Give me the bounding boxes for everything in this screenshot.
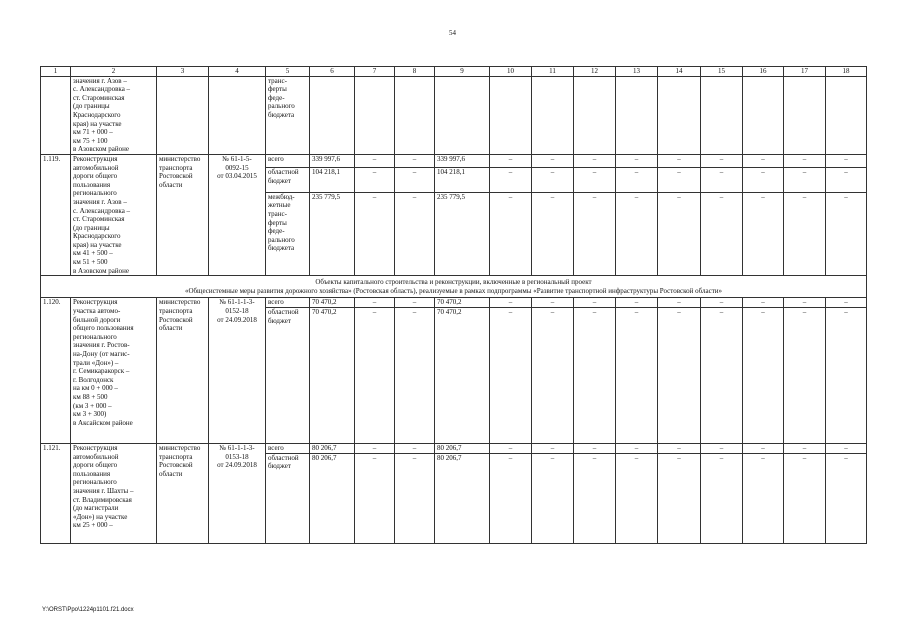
value-cell: 80 206,7 <box>435 453 490 543</box>
value-cell: – <box>826 154 867 167</box>
value-cell: – <box>490 308 532 444</box>
value-cell: – <box>355 308 395 444</box>
col-header: 14 <box>658 67 701 77</box>
value-cell: – <box>701 444 743 454</box>
value-cell: – <box>784 308 826 444</box>
funding-source-cell: всего <box>266 444 310 454</box>
value-cell: – <box>616 192 658 275</box>
row-number-cell <box>41 76 71 154</box>
value-cell: – <box>658 308 701 444</box>
file-path-footer: Y:\ORST\Ppo\1224p1101.f21.docx <box>42 607 134 613</box>
table-row <box>41 76 867 154</box>
col-header: 6 <box>310 67 355 77</box>
value-cell: – <box>616 298 658 308</box>
value-cell: – <box>574 192 616 275</box>
value-cell: – <box>743 192 784 275</box>
value-cell: – <box>490 453 532 543</box>
value-cell <box>616 76 658 154</box>
value-cell: – <box>355 453 395 543</box>
value-cell: – <box>574 444 616 454</box>
value-cell <box>784 76 826 154</box>
value-cell: 339 997,6 <box>310 154 355 167</box>
row-number-cell: 1.121. <box>41 444 71 544</box>
value-cell: – <box>490 168 532 193</box>
value-cell <box>658 76 701 154</box>
value-cell: – <box>701 298 743 308</box>
funding-source-cell: всего <box>266 298 310 308</box>
value-cell <box>574 76 616 154</box>
value-cell <box>532 76 574 154</box>
value-cell: – <box>574 168 616 193</box>
value-cell: – <box>616 154 658 167</box>
col-header: 16 <box>743 67 784 77</box>
col-header: 10 <box>490 67 532 77</box>
value-cell: 104 218,1 <box>435 168 490 193</box>
value-cell: – <box>701 154 743 167</box>
section-heading: Объекты капитального строительства и реконструкции, включенные в региональный проект «Общесистемные меры развития дорожного хозяйства» (Ростовская область), реализуемые в рамках подпрограммы «Развитие транспортной инфраструктуры Ростовской области» <box>41 276 867 298</box>
funding-source-cell: областной бюджет <box>266 168 310 193</box>
value-cell: – <box>395 154 435 167</box>
document-cell: № 61-1-1-3- 0153-18 от 24.09.2018 <box>209 444 266 544</box>
value-cell: 70 470,2 <box>435 308 490 444</box>
value-cell: – <box>658 154 701 167</box>
document-cell: № 61-1-5- 0092-15 от 03.04.2015 <box>209 154 266 275</box>
value-cell: – <box>355 192 395 275</box>
value-cell: – <box>395 453 435 543</box>
value-cell: – <box>490 192 532 275</box>
value-cell: – <box>616 453 658 543</box>
col-header: 2 <box>71 67 157 77</box>
object-name-cell: Реконструкция автомобильной дороги общего пользования регионального значения г. Азов – с. Александровка – ст. Староминская (до границы Краснодарского края) на участке км 41 + 500 – км 51 + 500 в Азовском районе <box>71 154 157 275</box>
col-header: 17 <box>784 67 826 77</box>
value-cell: – <box>743 154 784 167</box>
col-header: 5 <box>266 67 310 77</box>
value-cell: – <box>784 154 826 167</box>
funding-source-cell: транс- ферты феде- рального бюджета <box>266 76 310 154</box>
value-cell: – <box>743 453 784 543</box>
value-cell: – <box>701 308 743 444</box>
value-cell: 80 206,7 <box>435 444 490 454</box>
value-cell: – <box>784 168 826 193</box>
value-cell: – <box>395 308 435 444</box>
value-cell: – <box>826 453 867 543</box>
value-cell: – <box>574 154 616 167</box>
organization-cell <box>157 76 209 154</box>
value-cell <box>435 76 490 154</box>
value-cell: – <box>490 444 532 454</box>
value-cell: – <box>532 453 574 543</box>
row-number-cell: 1.120. <box>41 298 71 444</box>
table-body <box>41 67 867 544</box>
value-cell: 235 779,5 <box>310 192 355 275</box>
page-number: 54 <box>449 29 456 37</box>
col-header: 18 <box>826 67 867 77</box>
value-cell: – <box>574 308 616 444</box>
value-cell: – <box>532 298 574 308</box>
value-cell: 70 470,2 <box>435 298 490 308</box>
value-cell: – <box>784 192 826 275</box>
value-cell: – <box>826 444 867 454</box>
value-cell: – <box>395 298 435 308</box>
value-cell: – <box>658 192 701 275</box>
value-cell: – <box>395 192 435 275</box>
value-cell: – <box>743 444 784 454</box>
value-cell <box>355 76 395 154</box>
value-cell: 80 206,7 <box>310 444 355 454</box>
value-cell: – <box>532 168 574 193</box>
value-cell: – <box>784 298 826 308</box>
object-name-cell: значения г. Азов – с. Александровка – ст. Староминская (до границы Краснодарского края) на участке км 71 + 000 – км 75 + 100 в Азовском районе <box>71 76 157 154</box>
col-header: 8 <box>395 67 435 77</box>
funding-source-cell: межбюд- жетные транс- ферты феде- рального бюджета <box>266 192 310 275</box>
value-cell <box>826 76 867 154</box>
table-row <box>41 298 867 308</box>
col-header: 15 <box>701 67 743 77</box>
value-cell: – <box>658 298 701 308</box>
value-cell: – <box>532 192 574 275</box>
col-header: 13 <box>616 67 658 77</box>
col-header: 12 <box>574 67 616 77</box>
col-header: 11 <box>532 67 574 77</box>
value-cell: – <box>826 168 867 193</box>
col-header: 7 <box>355 67 395 77</box>
value-cell: – <box>355 168 395 193</box>
object-name-cell: Реконструкция участка автомо- бильной дороги общего пользования регионального значения г. Ростов- на-Дону (от магис- трали «Дон») – г. Семикаракорск – г. Волгодонск на км 0 + 000 – км 88 + 500 (км 3 + 000 – км 3 + 300) в Аксайском районе <box>71 298 157 444</box>
value-cell: – <box>574 453 616 543</box>
value-cell <box>743 76 784 154</box>
funding-source-cell: всего <box>266 154 310 167</box>
value-cell: – <box>743 168 784 193</box>
col-header: 9 <box>435 67 490 77</box>
value-cell: – <box>355 298 395 308</box>
value-cell: – <box>490 154 532 167</box>
value-cell: 339 997,6 <box>435 154 490 167</box>
value-cell: – <box>784 444 826 454</box>
program-table <box>40 66 867 544</box>
value-cell: – <box>616 444 658 454</box>
value-cell: – <box>784 453 826 543</box>
funding-source-cell: областной бюджет <box>266 453 310 543</box>
value-cell: 80 206,7 <box>310 453 355 543</box>
funding-source-cell: областной бюджет <box>266 308 310 444</box>
column-number-row <box>41 67 867 77</box>
organization-cell: министерство транспорта Ростовской области <box>157 444 209 544</box>
value-cell: – <box>658 168 701 193</box>
value-cell: – <box>355 444 395 454</box>
value-cell: – <box>701 168 743 193</box>
organization-cell: министерство транспорта Ростовской области <box>157 154 209 275</box>
value-cell: 235 779,5 <box>435 192 490 275</box>
value-cell <box>310 76 355 154</box>
value-cell: 70 470,2 <box>310 298 355 308</box>
value-cell: – <box>355 154 395 167</box>
value-cell: – <box>616 308 658 444</box>
value-cell: – <box>395 444 435 454</box>
organization-cell: министерство транспорта Ростовской области <box>157 298 209 444</box>
col-header: 1 <box>41 67 71 77</box>
value-cell: – <box>532 154 574 167</box>
value-cell: 104 218,1 <box>310 168 355 193</box>
value-cell <box>701 76 743 154</box>
value-cell: – <box>743 308 784 444</box>
col-header: 4 <box>209 67 266 77</box>
value-cell: – <box>395 168 435 193</box>
table-row <box>41 154 867 167</box>
value-cell: – <box>701 192 743 275</box>
value-cell: – <box>532 308 574 444</box>
value-cell: – <box>490 298 532 308</box>
value-cell: – <box>826 298 867 308</box>
value-cell: – <box>701 453 743 543</box>
value-cell <box>395 76 435 154</box>
col-header: 3 <box>157 67 209 77</box>
value-cell: – <box>826 308 867 444</box>
value-cell: – <box>743 298 784 308</box>
section-heading-row <box>41 276 867 298</box>
value-cell: 70 470,2 <box>310 308 355 444</box>
object-name-cell: Реконструкция автомобильной дороги общего пользования регионального значения г. Шахты – ст. Владимировская (до магистрали «Дон») на участке км 25 + 000 – <box>71 444 157 544</box>
value-cell: – <box>658 453 701 543</box>
document-cell <box>209 76 266 154</box>
document-cell: № 61-1-1-3- 0152-18 от 24.09.2018 <box>209 298 266 444</box>
value-cell: – <box>574 298 616 308</box>
value-cell <box>490 76 532 154</box>
table-row <box>41 444 867 454</box>
value-cell: – <box>616 168 658 193</box>
value-cell: – <box>826 192 867 275</box>
row-number-cell: 1.119. <box>41 154 71 275</box>
value-cell: – <box>658 444 701 454</box>
value-cell: – <box>532 444 574 454</box>
